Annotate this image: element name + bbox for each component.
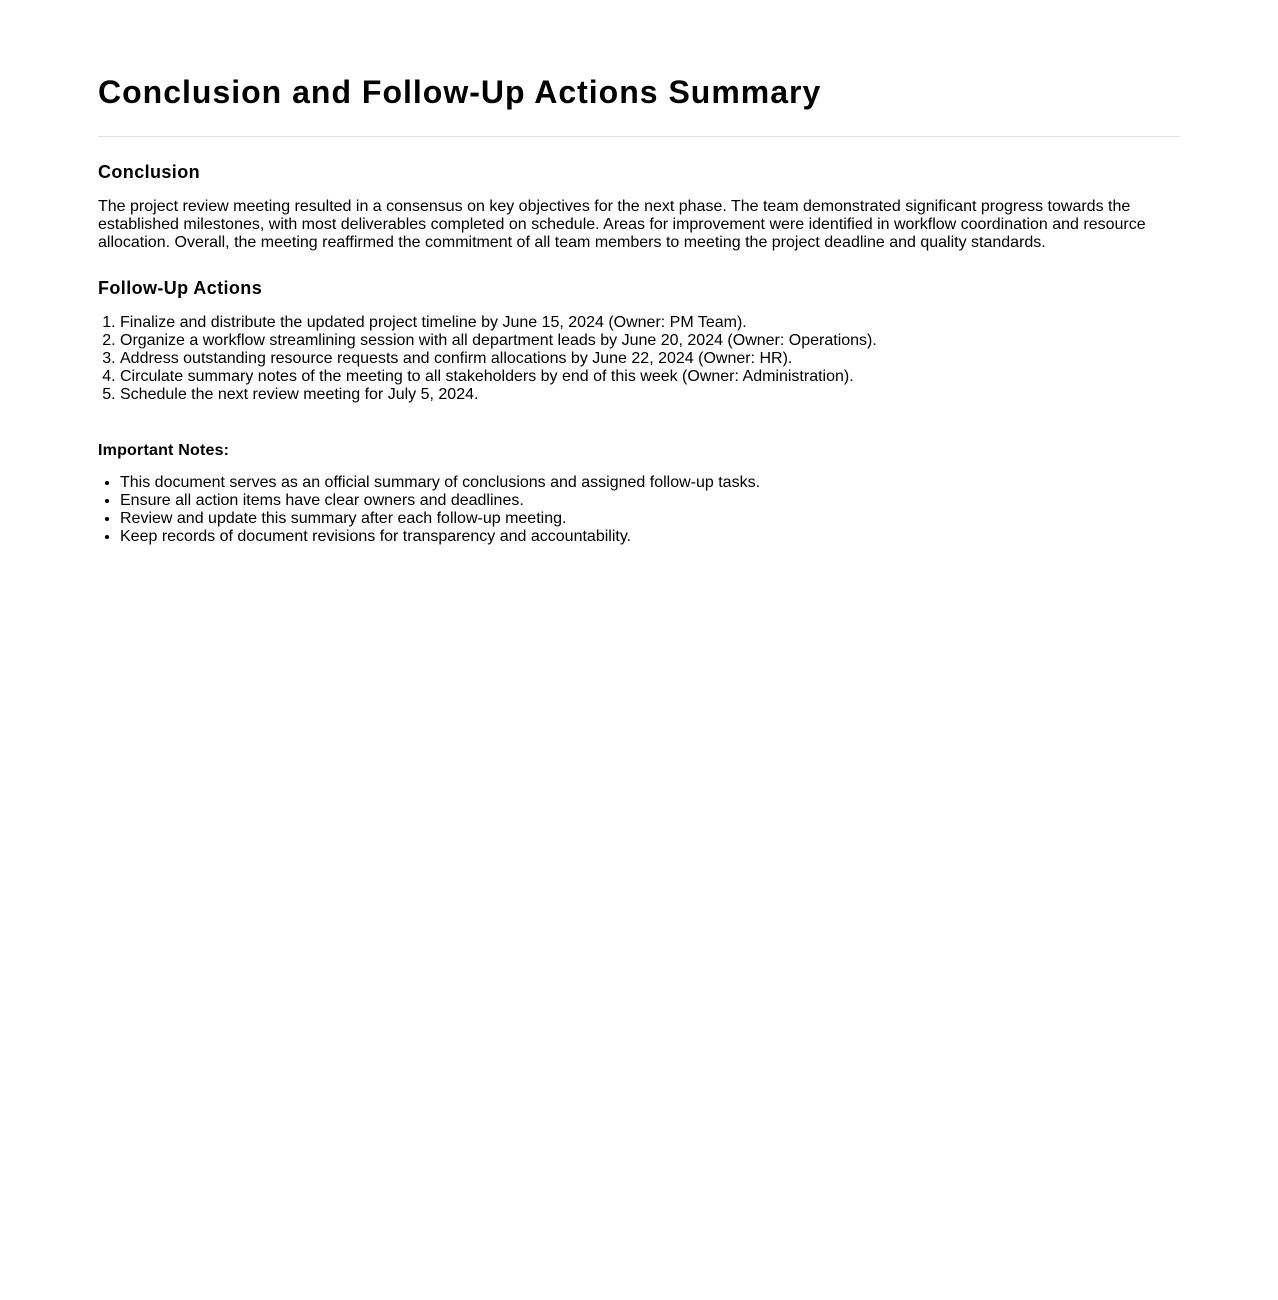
note-item: • This document serves as an official summary of conclusions and assigned follow-up tasks.	[120, 474, 1180, 492]
important-notes-heading: Important Notes:	[98, 442, 230, 459]
follow-up-heading: Follow-Up Actions	[98, 278, 263, 298]
action-item: 5. Schedule the next review meeting for July 5, 2024.	[120, 386, 1180, 404]
conclusion-paragraph: The project review meeting resulted in a consensus on key objectives for the next phase. The team demonstrated significant progress towards the established milestones, with most deliverables completed on schedule. Areas for improvement were identified in workflow coordination and resource allocation. Overall, the meeting reaffirmed the commitment of all team members to meeting the project deadline and quality standards.	[98, 198, 1146, 251]
action-item: 1. Finalize and distribute the updated project timeline by June 15, 2024 (Owner: PM Team).	[120, 314, 1180, 332]
page-title: Conclusion and Follow-Up Actions Summary	[98, 74, 822, 110]
conclusion-heading: Conclusion	[98, 162, 200, 182]
note-item: • Review and update this summary after each follow-up meeting.	[120, 510, 1180, 528]
action-item: 3. Address outstanding resource requests and confirm allocations by June 22, 2024 (Owner: HR).	[120, 350, 1180, 368]
follow-up-actions-list	[98, 314, 1180, 404]
note-item: • Keep records of document revisions for transparency and accountability.	[120, 528, 1180, 546]
title-divider	[98, 136, 1180, 137]
important-notes-list	[98, 474, 1180, 546]
document-page	[0, 0, 1278, 546]
action-item: 4. Circulate summary notes of the meeting to all stakeholders by end of this week (Owner: Administration).	[120, 368, 1180, 386]
action-item: 2. Organize a workflow streamlining session with all department leads by June 20, 2024 (Owner: Operations).	[120, 332, 1180, 350]
note-item: • Ensure all action items have clear owners and deadlines.	[120, 492, 1180, 510]
